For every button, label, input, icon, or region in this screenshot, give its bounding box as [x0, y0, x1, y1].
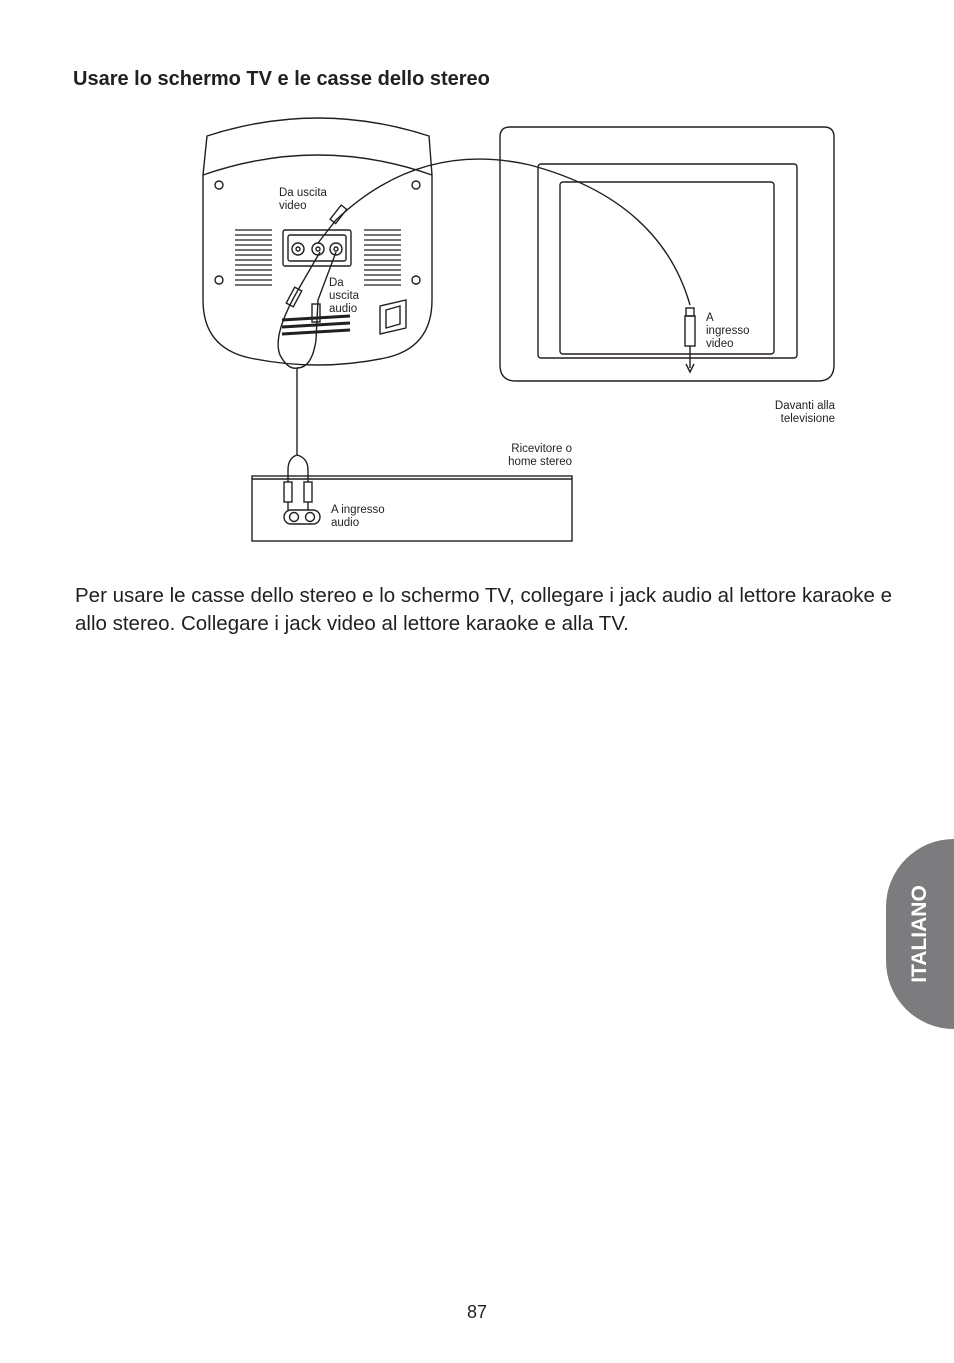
label-receiver: Ricevitore o home stereo: [508, 443, 572, 468]
label-video-in: A ingresso video: [706, 312, 750, 350]
label-tv-front: Davanti alla televisione: [774, 400, 835, 425]
section-heading: Usare lo schermo TV e le casse dello stereo: [73, 68, 490, 90]
label-audio-in: A ingresso audio: [331, 504, 385, 529]
language-tab-label: ITALIANO: [908, 885, 931, 983]
karaoke-player-illustration: [203, 118, 432, 365]
instruction-paragraph: Per usare le casse dello stereo e lo schermo TV, collegare i jack audio al lettore karaoke e allo stereo. Collegare i jack video al lettore karaoke e alla TV.: [75, 584, 893, 635]
diagram-drawing: [0, 0, 954, 600]
language-tab: [886, 839, 954, 1029]
connection-diagram: [0, 0, 954, 600]
page-number: 87: [466, 1302, 488, 1322]
label-video-out: Da uscita video: [279, 187, 327, 212]
label-audio-out: Da uscita audio: [329, 277, 360, 315]
audio-cable: [278, 252, 336, 510]
receiver-illustration: [252, 476, 572, 541]
